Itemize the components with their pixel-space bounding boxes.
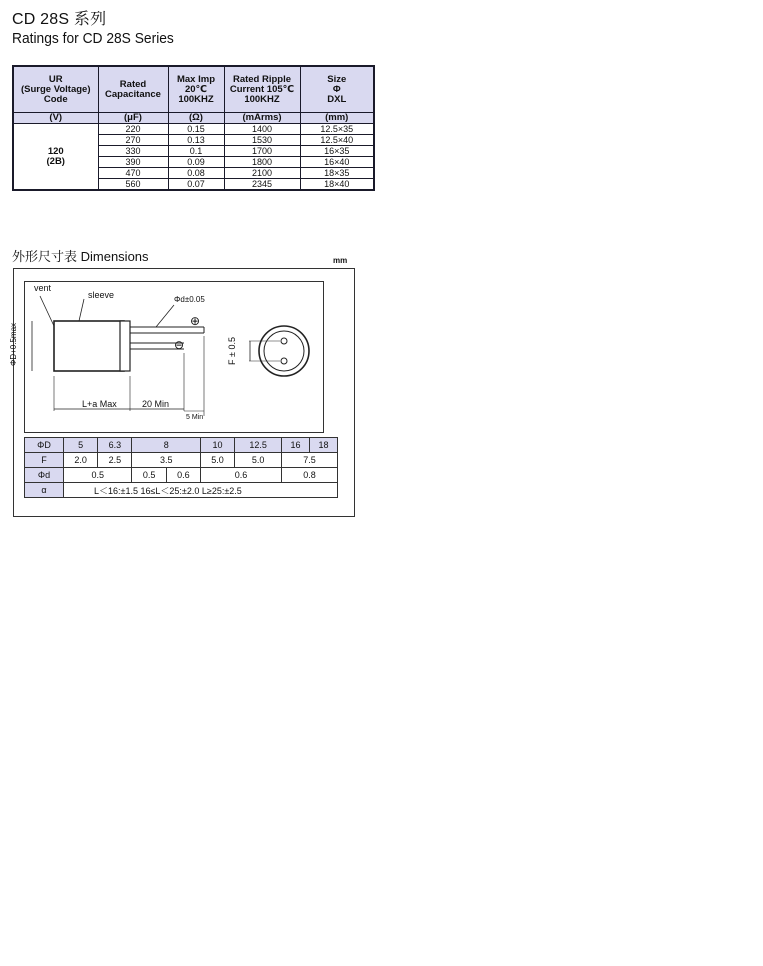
- lead-dia-label: Φd±0.05: [174, 295, 205, 304]
- voltage-code: (2B): [46, 155, 65, 167]
- ripple-cell: 2100: [224, 168, 300, 179]
- header-cap-l2: Capacitance: [105, 88, 161, 100]
- ratings-table: [12, 65, 375, 191]
- ripple-cell: 1530: [224, 135, 300, 146]
- dimensions-title: 外形尺寸表 Dimensions: [12, 249, 149, 264]
- f-cell: 5.0: [235, 453, 282, 468]
- dia-cell: 10: [200, 438, 234, 453]
- pd-cell: 0.6: [166, 468, 200, 483]
- terminal-bottom: [281, 358, 287, 364]
- f-cell: 3.5: [132, 453, 200, 468]
- ripple-cell: 2345: [224, 179, 300, 191]
- dia-cell: 18: [309, 438, 337, 453]
- cap-cell: 390: [98, 157, 168, 168]
- dimensions-unit: mm: [333, 256, 348, 265]
- imp-cell: 0.15: [168, 124, 224, 135]
- header-voltage-l2: (Surge Voltage): [21, 83, 91, 95]
- pd-cell: 0.5: [132, 468, 166, 483]
- unit-size: (mm): [300, 113, 374, 124]
- table-row: [13, 124, 374, 135]
- capacitor-drawing: [24, 281, 322, 431]
- table-row: [25, 483, 338, 498]
- size-cell: 12.5×35: [300, 124, 374, 135]
- header-ripple: [224, 66, 300, 113]
- capacitor-body: [54, 321, 124, 371]
- minus-icon: ⊖: [174, 338, 185, 352]
- page-subtitle: Ratings for CD 28S Series: [12, 30, 174, 47]
- lead-dia-leader: [156, 305, 174, 327]
- header-ripple-l3: 100KHZ: [244, 93, 280, 105]
- size-cell: 16×40: [300, 157, 374, 168]
- header-voltage-l1: UR: [48, 73, 63, 85]
- unit-capacitance: (μF): [98, 113, 168, 124]
- cap-cell: 470: [98, 168, 168, 179]
- header-imp-l1: Max Imp: [176, 73, 215, 85]
- spacing-label: F ± 0.5: [226, 337, 237, 365]
- end-view-inner: [264, 331, 304, 371]
- header-impedance: [168, 66, 224, 113]
- unit-ripple: (mArms): [224, 113, 300, 124]
- pd-cell: 0.8: [282, 468, 338, 483]
- ripple-cell: 1700: [224, 146, 300, 157]
- pd-cell: 0.6: [200, 468, 281, 483]
- size-cell: 18×40: [300, 179, 374, 191]
- header-imp-l3: 100KHZ: [178, 93, 214, 105]
- header-imp-l2: 20℃: [184, 83, 208, 95]
- terminal-top: [281, 338, 287, 344]
- imp-cell: 0.13: [168, 135, 224, 146]
- f-cell: 2.5: [98, 453, 132, 468]
- header-cap-l1: Rated: [119, 78, 147, 90]
- alpha-cell: L＜16:±1.5 16≤L＜25:±2.0 L≥25:±2.5: [64, 483, 338, 498]
- page-title: CD 28S 系列: [12, 11, 107, 28]
- f-cell: 7.5: [282, 453, 338, 468]
- unit-voltage: (V): [13, 113, 98, 124]
- cap-cell: 560: [98, 179, 168, 191]
- row-header-f: F: [25, 453, 64, 468]
- body-dia-label: ΦD+0.5max: [9, 322, 19, 367]
- dia-cell: 5: [64, 438, 98, 453]
- size-cell: 18×35: [300, 168, 374, 179]
- ripple-cell: 1400: [224, 124, 300, 135]
- header-capacitance: [98, 66, 168, 113]
- header-ripple-l2: Current 105℃: [229, 83, 295, 95]
- f-cell: 5.0: [200, 453, 234, 468]
- cap-cell: 330: [98, 146, 168, 157]
- sleeve-leader: [79, 299, 84, 321]
- imp-cell: 0.08: [168, 168, 224, 179]
- dimensions-table: [24, 437, 338, 498]
- sleeve-label: sleeve: [88, 290, 115, 300]
- dia-cell: 12.5: [235, 438, 282, 453]
- row-header-d: ΦD: [25, 438, 64, 453]
- header-size-l2: Φ: [332, 83, 341, 95]
- ripple-cell: 1800: [224, 157, 300, 168]
- length-label: L+a Max: [82, 399, 117, 409]
- imp-cell: 0.07: [168, 179, 224, 191]
- cap-cell: 270: [98, 135, 168, 146]
- table-row: [25, 468, 338, 483]
- capacitor-end-seal: [120, 321, 130, 371]
- table-row: [25, 438, 338, 453]
- cap-cell: 220: [98, 124, 168, 135]
- lead-length-label: 20 Min: [142, 399, 170, 409]
- unit-impedance: (Ω): [168, 113, 224, 124]
- plus-icon: ⊕: [190, 314, 201, 328]
- row-header-pd: Φd: [25, 468, 64, 483]
- header-size: [300, 66, 374, 113]
- voltage-value: 120: [47, 145, 64, 157]
- size-cell: 16×35: [300, 146, 374, 157]
- lead-gap-label: 5 Min: [186, 414, 204, 421]
- dia-cell: 6.3: [98, 438, 132, 453]
- header-ripple-l1: Rated Ripple: [232, 73, 292, 85]
- vent-leader: [40, 296, 54, 326]
- header-size-l3: DXL: [327, 93, 347, 105]
- row-header-a: α: [25, 483, 64, 498]
- header-voltage: [13, 66, 98, 113]
- vent-label: vent: [34, 283, 52, 293]
- header-size-l1: Size: [327, 73, 347, 85]
- f-cell: 2.0: [64, 453, 98, 468]
- dia-cell: 16: [282, 438, 310, 453]
- pd-cell: 0.5: [64, 468, 132, 483]
- voltage-cell: [13, 124, 98, 191]
- dia-cell: 8: [132, 438, 200, 453]
- header-voltage-l3: Code: [43, 93, 68, 105]
- imp-cell: 0.1: [168, 146, 224, 157]
- table-row: [25, 453, 338, 468]
- size-cell: 12.5×40: [300, 135, 374, 146]
- imp-cell: 0.09: [168, 157, 224, 168]
